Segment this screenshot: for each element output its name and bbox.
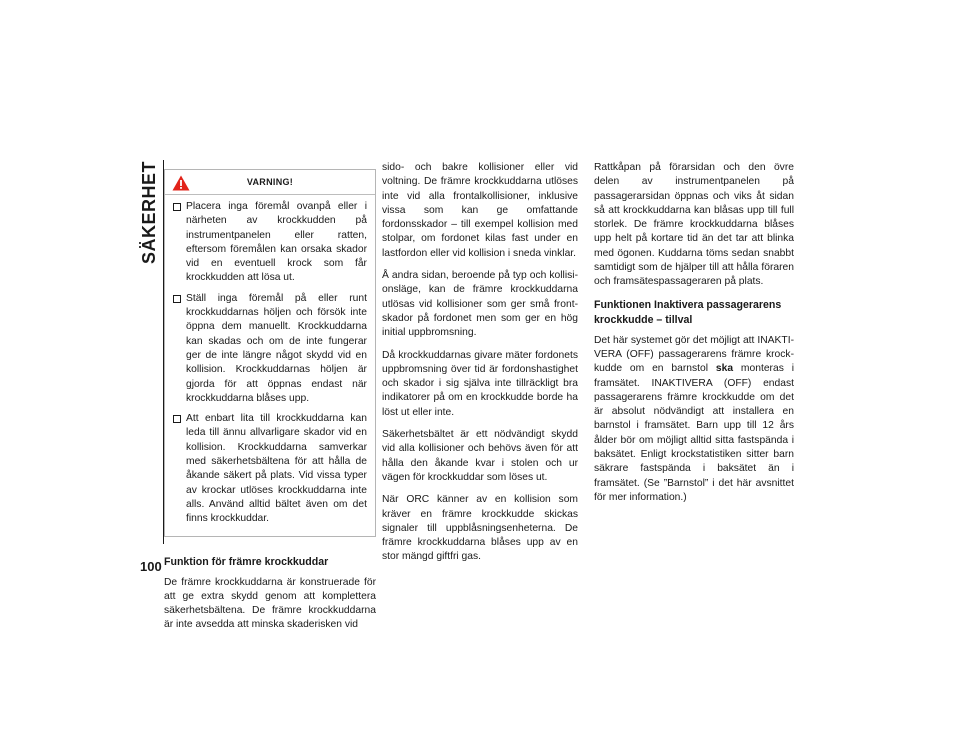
section-tab-label: SÄKERHET — [138, 160, 159, 264]
warning-item-text: Placera inga föremål ovanpå eller i närheten av krockkudden på instrumentpanelen eller ratten, eftersom föremålen kan orsaka skador vid en eventuell krock som får krockkudden att lösa ut. — [186, 201, 367, 284]
warning-box — [164, 169, 376, 537]
warning-item-text: Ställ inga föremål på eller runt krockkuddarnas höljen och försök inte öppna dem manuellt. Krockkuddarna kan skadas och om de inte fungerar ger de inte längre något skydd vid en kollision. Krockkuddarnas höljen är gjorda för att öppnas endast när krockkuddarna blåses upp. — [186, 292, 367, 404]
checkbox-bullet-icon — [173, 203, 181, 211]
section-tab — [138, 160, 160, 264]
warning-title: VARNING! — [246, 176, 294, 187]
emphasis-text: ska — [715, 363, 734, 375]
column-1 — [164, 169, 376, 641]
paragraph: sido- och bakre kollisioner eller vid voltning. De främre krockkuddarna utlöses inte vid alla frontalkollisioner, inklusive vissa som kan ge omfattande fordonsskador – till exempel kollision med stolpar, om fordonet kilas fast under en lastfordon eller vid kollision i sneda vinklar. — [382, 162, 578, 259]
checkbox-bullet-icon — [173, 415, 181, 423]
section-heading: Funktion för främre krockkuddar — [164, 555, 329, 568]
section-heading: Funktionen Inaktivera passagerarens krockkudde – tillval — [594, 298, 782, 326]
warning-item — [173, 200, 367, 286]
checkbox-bullet-icon — [173, 295, 181, 303]
paragraph: Då krockkuddarnas givare mäter fordonets uppbromsning över tid är fordonshastighet och skador i sig själva inte tillräckligt bra indikatorer på om en krockkudde borde ha löst ut eller inte. — [382, 349, 578, 418]
column-2 — [382, 161, 578, 573]
paragraph-text: monteras i framsätet. INAKTIVERA (OFF) endast passagerarens främre krockkudde om det är absolut nödvändigt att installera en barnstol i framsätet. Barn upp till 12 års ålder bör om möjligt alltid sitta fastspända i baksätet. Enligt krockstatistiken sitter barn säkrare fastspända i baksätet än i framsätet. (Se ”Barnstol” i det här avsnittet för mer information.) — [594, 363, 795, 503]
paragraph — [594, 334, 794, 506]
paragraph: De främre krockkuddarna är konstruerade för att ge extra skydd genom att komplettera säkerhetsbältena. De främre krockkuddarna är inte avsedda att minska skaderisken vid — [164, 576, 376, 631]
paragraph: Å andra sidan, beroende på typ och kollisionsläge, kan de främre krockkuddarna utlösas vid kollisioner som ger små frontskador på fordonet men som ger en hög initial uppbromsning. — [382, 270, 578, 339]
paragraph: När ORC känner av en kollision som kräver en främre krockkudde skickas signaler till uppblåsningsenheterna. De främre krockkuddarna blåses upp av en stor mängd giftfri gas. — [382, 494, 578, 563]
paragraph: Säkerhetsbältet är ett nödvändigt skydd vid alla kollisioner och behövs även för att hålla den åkande kvar i stolen och ur vägen för krockkuddar som löses ut. — [382, 429, 578, 483]
warning-item-text: Att enbart lita till krockkuddarna kan leda till ännu allvarligare skador vid en kollision. Krockkuddarna samverkar med säkerhetsbältena för att hålla de åkande säkert på plats. Vid vissa typer av krockar utlöses krockkuddarna inte alls. Använd alltid bältet även om det finns krockkuddar. — [186, 413, 367, 525]
warning-list — [165, 195, 375, 527]
page-number: 100 — [140, 559, 162, 574]
warning-header — [165, 170, 375, 195]
warning-item — [173, 412, 367, 526]
warning-triangle-icon — [172, 175, 190, 191]
warning-item — [173, 292, 367, 406]
paragraph: Rattkåpan på förarsidan och den övre delen av instrumentpanelen på passagerarsidan öppnas och viks åt sidan så att krockkuddarna kan blåsas upp till full storlek. De främre krockkuddarna blåses upp helt på kortare tid än det tar att blinka med ögonen. Kuddarna töms sedan snabbt samtidigt som de hjälper till att hålla föraren och framsätespassageraren på plats. — [594, 162, 794, 288]
column-3 — [594, 161, 794, 513]
paragraph-text: Det här systemet gör det möjligt att INAKTIVERA (OFF) passagerarens främre krockkudde om en barnstol — [594, 334, 794, 375]
